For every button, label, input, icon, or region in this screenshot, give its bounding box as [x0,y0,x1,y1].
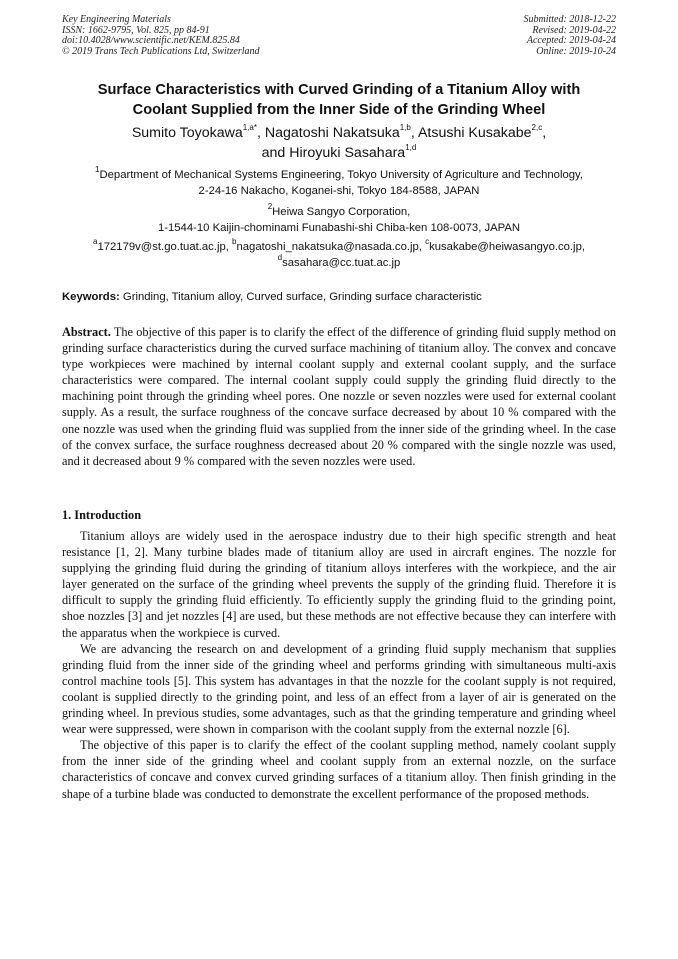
email-link[interactable]: sasahara@cc.tuat.ac.jp [282,256,401,269]
paper-title [62,81,616,120]
email-link[interactable]: 172179v@st.go.tuat.ac.jp [97,241,226,253]
abstract-text: The objective of this paper is to clarify the effect of the difference of grinding fluid supply method on grinding surface characteristics during the curved surface machining of titanium alloy. The convex and concave type workpieces were machined by internal coolant supply and external coolant supply, and the surface characteristics were compared. The internal coolant supply could supply the grinding fluid directly to the machining point through the grinding wheel pores. One nozzle or seven nozzles were used for external coolant supply. As a result, the surface roughness of the concave surface decreased by about 10 % compared with the one nozzle was used when the grinding fluid was supplied from the inner side of the grinding wheel. In the case of the convex surface, the surface roughness decreased about 20 % compared with the single nozzle was used, and it decreased about 9 % compared with the seven nozzles were used. [62,325,617,468]
email-mark: c [425,237,430,247]
email-mark: d [277,252,283,262]
paragraph: The objective of this paper is to clarify the effect of the coolant suppling method, namely coolant supply from the inner side of the grinding wheel and coolant supply from an external nozzle, on the surface characteristics of concave and convex curved grinding surfaces of a titanium alloy. Then finish grinding in the shape of a turbine blade was conducted to demonstrate the excellent performance of the proposed methods. [62,738,616,801]
email-line [62,252,616,272]
journal-info [62,15,260,57]
revised-date: Revised: 2019-04-22 [532,24,616,36]
accepted-date: Accepted: 2019-04-24 [526,35,616,46]
email-separator: , [581,241,585,253]
keywords [62,290,616,305]
affiliation-line [62,202,616,221]
publication-dates [524,15,617,57]
email-line [62,237,616,256]
introduction-body [62,528,616,802]
author-line [62,144,616,164]
author-name: Hiroyuki Sasahara [289,144,406,161]
affiliation-text: Department of Mechanical Systems Engineering, Tokyo University of Agriculture and Technology, [99,169,583,181]
affiliation [62,202,616,236]
author-emails [62,237,616,271]
affiliation-address: 2-24-16 Nakacho, Koganei-shi, Tokyo 184-8588, JAPAN [198,184,480,197]
author-name: Atsushi Kusakabe [417,125,532,141]
doi: doi:10.4028/www.scientific.net/KEM.825.84 [62,35,240,46]
title-line: Coolant Supplied from the Inner Side of the Grinding Wheel [132,101,546,118]
email-separator: , [418,241,426,253]
affiliation-mark: 2 [267,202,273,212]
author-affiliation-mark: 1,b [399,123,411,133]
email-mark: b [232,237,237,247]
author-separator: , [542,125,547,141]
submitted-date: Submitted: 2018-12-22 [523,14,616,25]
author-line [62,124,616,144]
paragraph: Titanium alloys are widely used in the aerospace industry due to their high specific strength and heat resistance [1, 2]. Many turbine blades made of titanium alloy are used in aircraft engines. The nozzle for supplying the grinding fluid during the grinding of titanium alloys interferes with the workpiece, and the air layer generated on the surface of the grinding wheel prevents the supply of the grinding fluid. Therefore it is difficult to supply the grinding fluid efficiently. To efficiently supply the grinding fluid to the grinding point, shoe nozzles [3] and jet nozzles [4] are used, but these methods are not effective because they can interfere with the apparatus when the workpiece is curved. [62,529,616,640]
journal-name: Key Engineering Materials [62,14,171,25]
affiliation-line [62,165,616,184]
email-link[interactable]: nagatoshi_nakatsuka@nasada.co.jp [236,241,419,253]
author-and: and [261,144,290,161]
abstract [62,324,616,469]
author-list [62,124,616,163]
online-date: Online: 2019-10-24 [536,45,616,57]
author-separator: , [256,125,265,141]
email-mark: a [93,237,98,247]
affiliation-text: Heiwa Sangyo Corporation, [272,206,411,218]
keywords-label: Keywords: [62,291,120,303]
email-separator: , [225,241,233,253]
section-heading: 1. Introduction [62,508,142,522]
title-line: Surface Characteristics with Curved Grinding of a Titanium Alloy with [97,82,581,98]
author-name: Nagatoshi Nakatsuka [264,125,400,141]
author-separator: , [410,125,418,141]
affiliation-mark: 1 [95,165,100,175]
affiliation-address: 1-1544-10 Kaijin-chominami Funabashi-shi Chiba-ken 108-0073, JAPAN [157,221,521,234]
author-affiliation-mark: 1,d [405,142,417,152]
author-name: Sumito Toyokawa [131,125,243,141]
author-affiliation-mark: 1,a* [242,123,257,133]
affiliation [62,165,616,199]
copyright: © 2019 Trans Tech Publications Ltd, Switzerland [62,45,260,57]
paragraph: We are advancing the research on and development of a grinding fluid supply mechanism that supplies grinding fluid from the inner side of the grinding wheel and performs grinding with simultaneous multi-axis control machine tools [5]. This system has advantages in that the nozzle for the coolant supply is not required, coolant is supplied directly to the grinding point, and less of an effect from a layer of air is generated on the grinding wheel. In previous studies, some advantages, such as that the grinding temperature and grinding wheel wear were suppressed, were shown in comparison with the coolant supply from the external nozzle [6]. [62,641,616,737]
abstract-label: Abstract. [62,325,111,339]
keywords-text: Grinding, Titanium alloy, Curved surface, Grinding surface characteristic [122,291,482,303]
journal-header [62,15,616,57]
author-affiliation-mark: 2,c [531,123,543,133]
email-link[interactable]: kusakabe@heiwasangyo.co.jp [429,241,582,253]
issn: ISSN: 1662-9795, Vol. 825, pp 84-91 [62,24,210,36]
